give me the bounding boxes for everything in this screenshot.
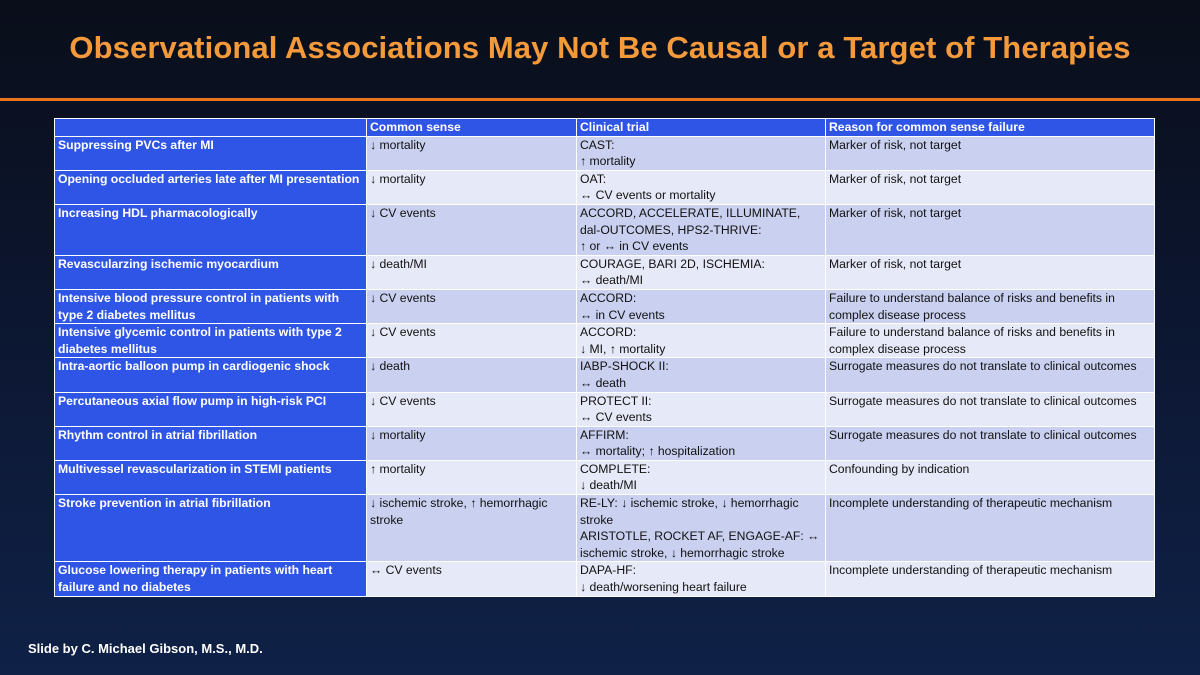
common-sense-cell <box>367 392 577 426</box>
cell-line: Incomplete understanding of therapeutic mechanism <box>829 563 1113 578</box>
clinical-trial-cell <box>577 204 826 255</box>
table-row <box>55 170 1155 204</box>
cell-line: Marker of risk, not target <box>829 256 962 271</box>
cell-line: Failure to understand balance of risks and benefits in complex disease process <box>829 290 1115 322</box>
table-row <box>55 392 1155 426</box>
cell-line: Marker of risk, not target <box>829 205 962 220</box>
cell-line: ↔ CV events <box>370 563 442 578</box>
header-clinical-trial: Clinical trial <box>577 119 826 137</box>
cell-line: RE-LY: ↓ ischemic stroke, ↓ hemorrhagic stroke <box>580 496 799 527</box>
common-sense-cell <box>367 495 577 562</box>
cell-line: Marker of risk, not target <box>829 137 962 152</box>
table-row <box>55 204 1155 255</box>
cell-line: ↓ CV events <box>370 205 436 220</box>
cell-line: ↔ CV events <box>580 410 652 425</box>
common-sense-cell <box>367 562 577 596</box>
cell-line: Surrogate measures do not translate to clinical outcomes <box>829 359 1137 374</box>
common-sense-cell <box>367 255 577 289</box>
cell-line: ↓ death/worsening heart failure <box>580 580 747 595</box>
clinical-trial-cell <box>577 324 826 358</box>
cell-line: ARISTOTLE, ROCKET AF, ENGAGE-AF: ↔ ischemic stroke, ↓ hemorrhagic stroke <box>580 529 820 560</box>
cell-line: ↓ mortality <box>370 171 426 186</box>
cell-line: ↔ death/MI <box>580 273 643 288</box>
row-label: Intensive blood pressure control in patients with type 2 diabetes mellitus <box>55 289 367 323</box>
clinical-trial-cell <box>577 392 826 426</box>
cell-line: COMPLETE: <box>580 461 651 476</box>
table-row <box>55 289 1155 323</box>
row-label: Increasing HDL pharmacologically <box>55 204 367 255</box>
clinical-trial-cell <box>577 170 826 204</box>
cell-line: ACCORD, ACCELERATE, ILLUMINATE, dal-OUTCOMES, HPS2-THRIVE: <box>580 205 801 237</box>
cell-line: ↓ mortality <box>370 427 426 442</box>
row-label: Suppressing PVCs after MI <box>55 136 367 170</box>
cell-line: ↑ or ↔ in CV events <box>580 239 689 254</box>
cell-line: ↓ CV events <box>370 393 436 408</box>
row-label: Intensive glycemic control in patients with type 2 diabetes mellitus <box>55 324 367 358</box>
common-sense-cell <box>367 136 577 170</box>
reason-cell <box>826 562 1155 596</box>
cell-line: Surrogate measures do not translate to clinical outcomes <box>829 393 1137 408</box>
reason-cell <box>826 392 1155 426</box>
cell-line: AFFIRM: <box>580 427 629 442</box>
cell-line: ACCORD: <box>580 325 637 340</box>
common-sense-cell <box>367 204 577 255</box>
cell-line: ↓ CV events <box>370 290 436 305</box>
cell-line: Marker of risk, not target <box>829 171 962 186</box>
cell-line: ↓ CV events <box>370 325 436 340</box>
reason-cell <box>826 136 1155 170</box>
cell-line: ↓ death/MI <box>580 478 637 493</box>
cell-line: COURAGE, BARI 2D, ISCHEMIA: <box>580 256 765 271</box>
cell-line: ↓ death <box>370 359 410 374</box>
table-header-row <box>55 119 1155 137</box>
row-label: Rhythm control in atrial fibrillation <box>55 426 367 460</box>
cell-line: IABP-SHOCK II: <box>580 359 669 374</box>
cell-line: ↓ death/MI <box>370 256 427 271</box>
clinical-trial-cell <box>577 136 826 170</box>
cell-line: ↔ death <box>580 375 627 390</box>
table-body <box>55 136 1155 596</box>
title-divider <box>0 98 1200 101</box>
clinical-trial-cell <box>577 426 826 460</box>
reason-cell <box>826 324 1155 358</box>
table-row <box>55 562 1155 596</box>
cell-line: ↑ mortality <box>370 461 426 476</box>
cell-line: DAPA-HF: <box>580 563 636 578</box>
row-label: Revascularzing ischemic myocardium <box>55 255 367 289</box>
cell-line: Confounding by indication <box>829 461 970 476</box>
table-row <box>55 136 1155 170</box>
table-row <box>55 495 1155 562</box>
reason-cell <box>826 426 1155 460</box>
cell-line: ACCORD: <box>580 290 637 305</box>
clinical-trial-cell <box>577 255 826 289</box>
header-empty-cell <box>55 119 367 137</box>
reason-cell <box>826 358 1155 392</box>
clinical-trial-cell <box>577 495 826 562</box>
common-sense-cell <box>367 170 577 204</box>
reason-cell <box>826 460 1155 494</box>
header-reason: Reason for common sense failure <box>826 119 1155 137</box>
row-label: Percutaneous axial flow pump in high-risk PCI <box>55 392 367 426</box>
slide-credit: Slide by C. Michael Gibson, M.S., M.D. <box>28 641 263 656</box>
cell-line: ↔ mortality; ↑ hospitalization <box>580 444 736 459</box>
row-label: Stroke prevention in atrial fibrillation <box>55 495 367 562</box>
cell-line: ↔ in CV events <box>580 307 665 322</box>
reason-cell <box>826 170 1155 204</box>
cell-line: ↓ MI, ↑ mortality <box>580 341 666 356</box>
row-label: Opening occluded arteries late after MI presentation <box>55 170 367 204</box>
cell-line: PROTECT II: <box>580 393 652 408</box>
cell-line: CAST: <box>580 137 615 152</box>
cell-line: ↑ mortality <box>580 154 636 169</box>
reason-cell <box>826 204 1155 255</box>
reason-cell <box>826 495 1155 562</box>
reason-cell <box>826 255 1155 289</box>
clinical-trial-cell <box>577 460 826 494</box>
cell-line: ↔ CV events or mortality <box>580 188 716 203</box>
table-row <box>55 426 1155 460</box>
comparison-table-container <box>54 118 1154 597</box>
reason-cell <box>826 289 1155 323</box>
cell-line: Incomplete understanding of therapeutic mechanism <box>829 496 1113 511</box>
table-row <box>55 460 1155 494</box>
row-label: Multivessel revascularization in STEMI patients <box>55 460 367 494</box>
clinical-trial-cell <box>577 562 826 596</box>
cell-line: ↓ mortality <box>370 137 426 152</box>
cell-line: ↓ ischemic stroke, ↑ hemorrhagic stroke <box>370 496 548 527</box>
table-row <box>55 255 1155 289</box>
cell-line: Surrogate measures do not translate to clinical outcomes <box>829 427 1137 442</box>
clinical-trial-cell <box>577 358 826 392</box>
common-sense-cell <box>367 358 577 392</box>
row-label: Glucose lowering therapy in patients with heart failure and no diabetes <box>55 562 367 596</box>
common-sense-cell <box>367 324 577 358</box>
row-label: Intra-aortic balloon pump in cardiogenic shock <box>55 358 367 392</box>
header-common-sense: Common sense <box>367 119 577 137</box>
table-row <box>55 358 1155 392</box>
clinical-trial-cell <box>577 289 826 323</box>
cell-line: Failure to understand balance of risks and benefits in complex disease process <box>829 325 1115 356</box>
common-sense-cell <box>367 289 577 323</box>
slide-title: Observational Associations May Not Be Causal or a Target of Therapies <box>69 30 1131 65</box>
cell-line: OAT: <box>580 171 607 186</box>
common-sense-cell <box>367 426 577 460</box>
comparison-table <box>54 118 1155 597</box>
table-row <box>55 324 1155 358</box>
common-sense-cell <box>367 460 577 494</box>
